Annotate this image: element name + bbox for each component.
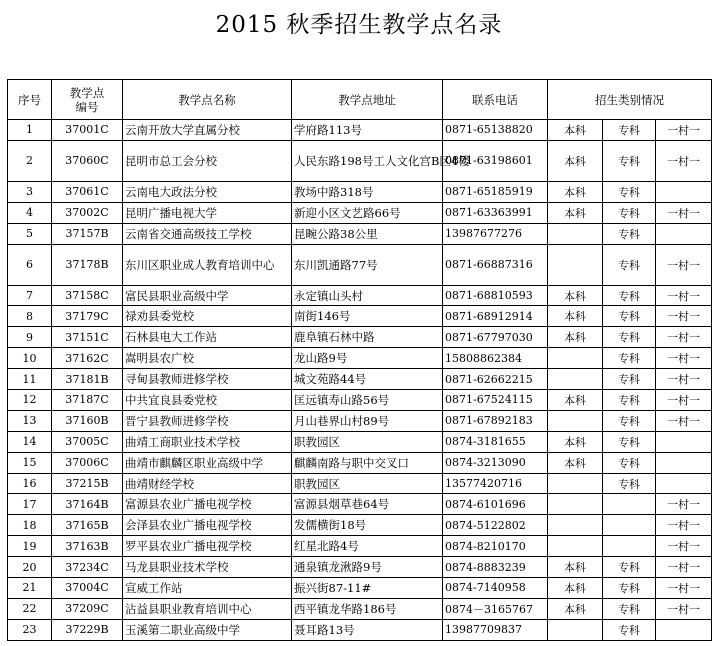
- site-name: 晋宁县教师进修学校: [123, 410, 292, 431]
- header-no: 序号: [8, 80, 52, 120]
- category-undergraduate: 本科: [548, 557, 603, 578]
- category-undergraduate: [548, 494, 603, 515]
- row-number: 14: [8, 431, 52, 452]
- site-address: 麒麟南路与职中交叉口: [292, 452, 443, 473]
- row-number: 21: [8, 578, 52, 599]
- site-name: 富民县职业高级中学: [123, 285, 292, 306]
- category-junior-college: 专科: [603, 140, 656, 181]
- site-phone: 15808862384: [443, 348, 548, 369]
- category-junior-college: 专科: [603, 348, 656, 369]
- row-number: 5: [8, 223, 52, 244]
- table-row: [8, 431, 712, 452]
- table-row: [8, 536, 712, 557]
- site-phone: 13987677276: [443, 223, 548, 244]
- site-phone: 0871-68810593: [443, 285, 548, 306]
- site-code: 37060C: [52, 140, 123, 181]
- table-row: [8, 348, 712, 369]
- site-address: 新迎小区文艺路66号: [292, 202, 443, 223]
- category-one-village: 一村一: [656, 369, 712, 390]
- header-code: 教学点 编号: [52, 80, 123, 120]
- table-row: [8, 285, 712, 306]
- category-undergraduate: 本科: [548, 390, 603, 411]
- site-phone: 0874-8210170: [443, 536, 548, 557]
- site-code: 37165B: [52, 515, 123, 536]
- category-undergraduate: 本科: [548, 598, 603, 619]
- site-phone: 0874-5122802: [443, 515, 548, 536]
- table-row: [8, 578, 712, 599]
- table-row: [8, 557, 712, 578]
- table-row: [8, 140, 712, 181]
- site-phone: 0871-65185919: [443, 181, 548, 202]
- site-phone: 0871-62662215: [443, 369, 548, 390]
- site-name: 宣威工作站: [123, 578, 292, 599]
- site-name: 会泽县农业广播电视学校: [123, 515, 292, 536]
- site-code: 37001C: [52, 120, 123, 141]
- category-undergraduate: 本科: [548, 140, 603, 181]
- site-code: 37229B: [52, 619, 123, 640]
- table-row: [8, 473, 712, 494]
- category-undergraduate: 本科: [548, 202, 603, 223]
- site-address: 匡远镇寿山路56号: [292, 390, 443, 411]
- site-address: 富源县烟草巷64号: [292, 494, 443, 515]
- category-one-village: 一村一: [656, 515, 712, 536]
- site-name: 昆明广播电视大学: [123, 202, 292, 223]
- category-undergraduate: [548, 515, 603, 536]
- site-address: 城文苑路44号: [292, 369, 443, 390]
- site-name: 石林县电大工作站: [123, 327, 292, 348]
- site-address: 月山巷界山村89号: [292, 410, 443, 431]
- page-title: 2015 秋季招生教学点名录: [215, 12, 503, 38]
- site-phone: 0871-68912914: [443, 306, 548, 327]
- category-junior-college: 专科: [603, 410, 656, 431]
- category-undergraduate: 本科: [548, 452, 603, 473]
- table-row: [8, 327, 712, 348]
- table-row: [8, 202, 712, 223]
- site-code: 37181B: [52, 369, 123, 390]
- site-address: 西平镇龙华路186号: [292, 598, 443, 619]
- category-undergraduate: 本科: [548, 285, 603, 306]
- category-one-village: 一村一: [656, 140, 712, 181]
- category-one-village: 一村一: [656, 494, 712, 515]
- category-one-village: 一村一: [656, 536, 712, 557]
- header-phone: 联系电话: [443, 80, 548, 120]
- site-code: 37209C: [52, 598, 123, 619]
- category-junior-college: 专科: [603, 619, 656, 640]
- category-one-village: [656, 431, 712, 452]
- row-number: 17: [8, 494, 52, 515]
- site-code: 37061C: [52, 181, 123, 202]
- category-junior-college: 专科: [603, 285, 656, 306]
- site-name: 曲靖市麒麟区职业高级中学: [123, 452, 292, 473]
- site-name: 曲靖工商职业技术学校: [123, 431, 292, 452]
- site-code: 37157B: [52, 223, 123, 244]
- category-junior-college: 专科: [603, 223, 656, 244]
- row-number: 1: [8, 120, 52, 141]
- category-undergraduate: 本科: [548, 181, 603, 202]
- site-name: 马龙县职业技术学校: [123, 557, 292, 578]
- site-phone: 0874-7140958: [443, 578, 548, 599]
- table-row: [8, 181, 712, 202]
- row-number: 18: [8, 515, 52, 536]
- row-number: 13: [8, 410, 52, 431]
- site-code: 37005C: [52, 431, 123, 452]
- category-undergraduate: [548, 223, 603, 244]
- category-one-village: 一村一: [656, 120, 712, 141]
- category-junior-college: 专科: [603, 473, 656, 494]
- site-code: 37160B: [52, 410, 123, 431]
- category-junior-college: 专科: [603, 244, 656, 285]
- site-code: 37004C: [52, 578, 123, 599]
- row-number: 2: [8, 140, 52, 181]
- category-junior-college: 专科: [603, 431, 656, 452]
- category-one-village: 一村一: [656, 244, 712, 285]
- category-junior-college: 专科: [603, 452, 656, 473]
- table-row: [8, 515, 712, 536]
- site-code: 37164B: [52, 494, 123, 515]
- site-address: 职教园区: [292, 473, 443, 494]
- site-address: 通泉镇龙湫路9号: [292, 557, 443, 578]
- site-name: 沾益县职业教育培训中心: [123, 598, 292, 619]
- site-address: 学府路113号: [292, 120, 443, 141]
- row-number: 9: [8, 327, 52, 348]
- row-number: 15: [8, 452, 52, 473]
- site-address: 教场中路318号: [292, 181, 443, 202]
- table-header-row: [8, 80, 712, 120]
- table-row: [8, 452, 712, 473]
- site-phone: 0871-67892183: [443, 410, 548, 431]
- row-number: 19: [8, 536, 52, 557]
- site-address: 聂耳路13号: [292, 619, 443, 640]
- site-name: 寻甸县教师进修学校: [123, 369, 292, 390]
- category-undergraduate: [548, 348, 603, 369]
- table-row: [8, 120, 712, 141]
- category-one-village: 一村一: [656, 390, 712, 411]
- table-row: [8, 410, 712, 431]
- category-junior-college: [603, 515, 656, 536]
- site-code: 37187C: [52, 390, 123, 411]
- site-address: 发儒横街18号: [292, 515, 443, 536]
- site-code: 37234C: [52, 557, 123, 578]
- category-undergraduate: 本科: [548, 120, 603, 141]
- category-undergraduate: [548, 473, 603, 494]
- site-code: 37179C: [52, 306, 123, 327]
- site-code: 37151C: [52, 327, 123, 348]
- category-one-village: 一村一: [656, 557, 712, 578]
- site-address: 永定镇山头村: [292, 285, 443, 306]
- table-row: [8, 223, 712, 244]
- site-phone: 0871-63198601: [443, 140, 548, 181]
- row-number: 10: [8, 348, 52, 369]
- site-phone: 0874-3213090: [443, 452, 548, 473]
- teaching-site-table: [7, 79, 712, 641]
- category-junior-college: 专科: [603, 202, 656, 223]
- category-one-village: 一村一: [656, 348, 712, 369]
- table-row: [8, 598, 712, 619]
- category-undergraduate: 本科: [548, 306, 603, 327]
- site-phone: 0874－3165767: [443, 598, 548, 619]
- category-undergraduate: 本科: [548, 578, 603, 599]
- site-phone: 13577420716: [443, 473, 548, 494]
- category-undergraduate: 本科: [548, 431, 603, 452]
- site-name: 禄劝县委党校: [123, 306, 292, 327]
- table-row: [8, 390, 712, 411]
- site-address: 鹿阜镇石林中路: [292, 327, 443, 348]
- row-number: 23: [8, 619, 52, 640]
- site-code: 37215B: [52, 473, 123, 494]
- site-phone: 0874-6101696: [443, 494, 548, 515]
- category-undergraduate: 本科: [548, 327, 603, 348]
- row-number: 20: [8, 557, 52, 578]
- site-name: 云南开放大学直属分校: [123, 120, 292, 141]
- category-one-village: 一村一: [656, 285, 712, 306]
- site-code: 37006C: [52, 452, 123, 473]
- site-code: 37178B: [52, 244, 123, 285]
- site-name: 云南省交通高级技工学校: [123, 223, 292, 244]
- row-number: 11: [8, 369, 52, 390]
- site-address: 南街146号: [292, 306, 443, 327]
- site-phone: 13987709837: [443, 619, 548, 640]
- row-number: 3: [8, 181, 52, 202]
- category-undergraduate: [548, 536, 603, 557]
- category-junior-college: 专科: [603, 578, 656, 599]
- category-junior-college: 专科: [603, 598, 656, 619]
- site-name: 昆明市总工会分校: [123, 140, 292, 181]
- category-junior-college: [603, 536, 656, 557]
- row-number: 16: [8, 473, 52, 494]
- site-name: 嵩明县农广校: [123, 348, 292, 369]
- table-row: [8, 244, 712, 285]
- category-one-village: [656, 223, 712, 244]
- row-number: 8: [8, 306, 52, 327]
- site-address: 职教园区: [292, 431, 443, 452]
- category-junior-college: 专科: [603, 306, 656, 327]
- site-phone: 0871-63363991: [443, 202, 548, 223]
- category-junior-college: 专科: [603, 327, 656, 348]
- site-phone: 0874-8883239: [443, 557, 548, 578]
- category-junior-college: 专科: [603, 181, 656, 202]
- site-address: 人民东路198号工人文化宫B区4楼: [292, 140, 443, 181]
- site-name: 东川区职业成人教育培训中心: [123, 244, 292, 285]
- site-phone: 0871-65138820: [443, 120, 548, 141]
- category-one-village: 一村一: [656, 327, 712, 348]
- site-code: 37162C: [52, 348, 123, 369]
- category-junior-college: 专科: [603, 390, 656, 411]
- site-code: 37158C: [52, 285, 123, 306]
- category-one-village: [656, 619, 712, 640]
- category-one-village: 一村一: [656, 202, 712, 223]
- category-one-village: [656, 452, 712, 473]
- category-one-village: 一村一: [656, 578, 712, 599]
- category-junior-college: 专科: [603, 120, 656, 141]
- category-one-village: 一村一: [656, 410, 712, 431]
- site-name: 玉溪第二职业高级中学: [123, 619, 292, 640]
- site-phone: 0874-3181655: [443, 431, 548, 452]
- site-code: 37002C: [52, 202, 123, 223]
- row-number: 4: [8, 202, 52, 223]
- site-phone: 0871-67797030: [443, 327, 548, 348]
- category-undergraduate: [548, 369, 603, 390]
- site-address: 龙山路9号: [292, 348, 443, 369]
- table-row: [8, 306, 712, 327]
- category-undergraduate: [548, 619, 603, 640]
- site-address: 红星北路4号: [292, 536, 443, 557]
- category-undergraduate: [548, 410, 603, 431]
- category-one-village: [656, 473, 712, 494]
- category-junior-college: 专科: [603, 369, 656, 390]
- site-name: 云南电大政法分校: [123, 181, 292, 202]
- site-address: 昆畹公路38公里: [292, 223, 443, 244]
- site-code: 37163B: [52, 536, 123, 557]
- category-junior-college: [603, 494, 656, 515]
- site-name: 曲靖财经学校: [123, 473, 292, 494]
- header-category: 招生类别情况: [548, 80, 712, 120]
- site-name: 中共宜良县委党校: [123, 390, 292, 411]
- row-number: 22: [8, 598, 52, 619]
- site-name: 罗平县农业广播电视学校: [123, 536, 292, 557]
- category-junior-college: 专科: [603, 557, 656, 578]
- category-undergraduate: [548, 244, 603, 285]
- site-name: 富源县农业广播电视学校: [123, 494, 292, 515]
- row-number: 12: [8, 390, 52, 411]
- category-one-village: 一村一: [656, 306, 712, 327]
- row-number: 6: [8, 244, 52, 285]
- table-row: [8, 619, 712, 640]
- table-row: [8, 369, 712, 390]
- table-row: [8, 494, 712, 515]
- header-name: 教学点名称: [123, 80, 292, 120]
- site-address: 振兴街87-11#: [292, 578, 443, 599]
- header-address: 教学点地址: [292, 80, 443, 120]
- category-one-village: 一村一: [656, 598, 712, 619]
- site-phone: 0871-67524115: [443, 390, 548, 411]
- site-address: 东川凯通路77号: [292, 244, 443, 285]
- category-one-village: [656, 181, 712, 202]
- site-phone: 0871-66887316: [443, 244, 548, 285]
- row-number: 7: [8, 285, 52, 306]
